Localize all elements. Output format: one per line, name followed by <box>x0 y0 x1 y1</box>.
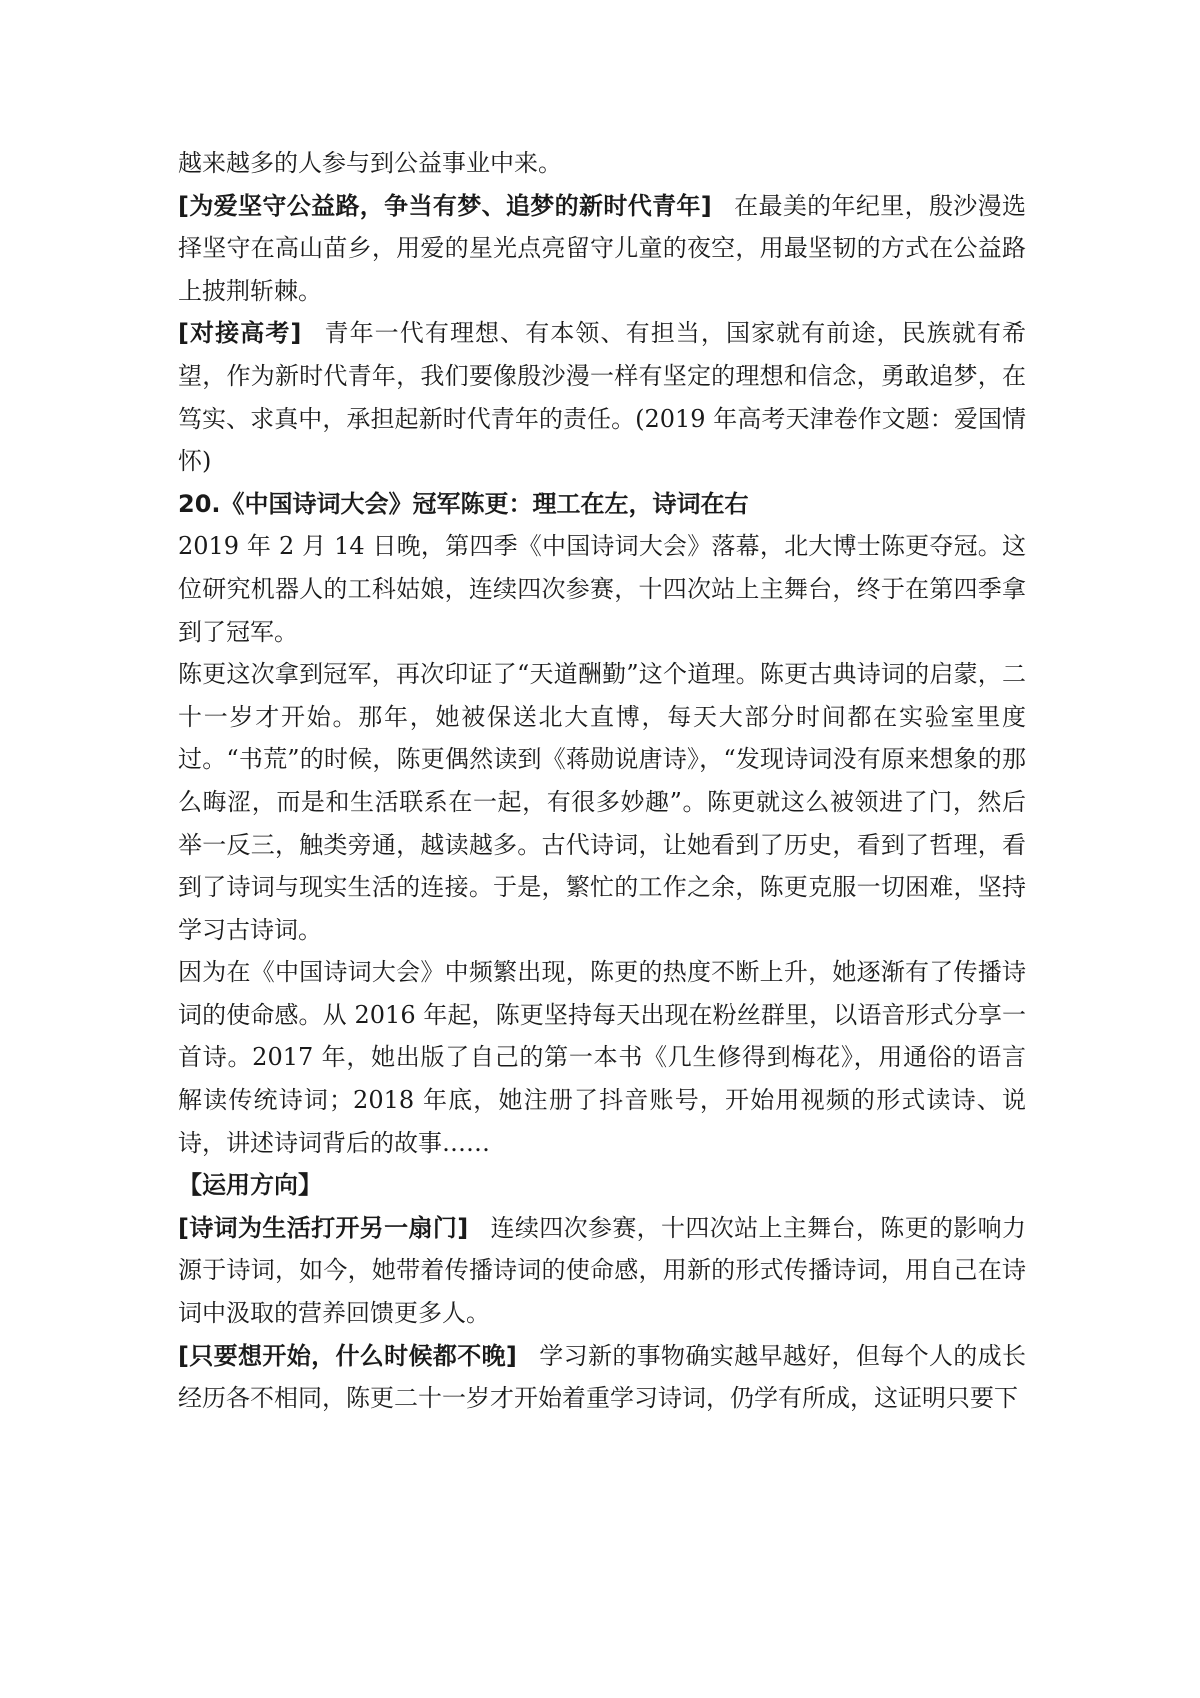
heading-text: 20.《中国诗词大会》冠军陈更：理工在左，诗词在右 <box>178 489 749 518</box>
paragraph-poetry-door <box>178 1207 1026 1335</box>
section-heading <box>178 483 1026 526</box>
usage-direction-heading <box>178 1164 1026 1207</box>
paragraph-chengeng-mission <box>178 951 1026 1164</box>
paragraph-chengeng-intro <box>178 525 1026 653</box>
paragraph-tag: [为爱坚守公益路，争当有梦、追梦的新时代青年] <box>178 191 712 220</box>
paragraph-continuation <box>178 142 1026 185</box>
paragraph-tag: [只要想开始，什么时候都不晚] <box>178 1341 517 1370</box>
paragraph-gaokao <box>178 312 1026 482</box>
paragraph-text: 在最美的年纪里，殷沙漫选择坚守在高山苗乡，用爱的星光点亮留守儿童的夜空，用最坚韧的方式在公益路上披荆斩棘。 <box>178 191 1027 305</box>
paragraph-tag: [对接高考] <box>178 319 302 348</box>
paragraph-text: 陈更这次拿到冠军，再次印证了“天道酬勤”这个道理。陈更古典诗词的启蒙，二十一岁才开始。那年，她被保送北大直博，每天大部分时间都在实验室里度过。“书荒”的时候，陈更偶然读到《蒋勋说唐诗》，“发现诗词没有原来想象的那么晦涩，而是和生活联系在一起，有很多妙趣”。陈更就这么被领进了门，然后举一反三，触类旁通，越读越多。古代诗词，让她看到了历史，看到了哲理，看到了诗词与现实生活的连接。于是，繁忙的工作之余，陈更克服一切困难，坚持学习古诗词。 <box>178 660 1026 944</box>
paragraph-chengeng-story <box>178 653 1026 951</box>
section-label: 【运用方向】 <box>178 1171 322 1200</box>
paragraph-never-late <box>178 1335 1026 1420</box>
paragraph-public-welfare <box>178 185 1026 313</box>
paragraph-text: 连续四次参赛，十四次站上主舞台，陈更的影响力源于诗词，如今，她带着传播诗词的使命感，用新的形式传播诗词，用自己在诗词中汲取的营养回馈更多人。 <box>178 1213 1027 1328</box>
paragraph-text: 因为在《中国诗词大会》中频繁出现，陈更的热度不断上升，她逐渐有了传播诗词的使命感。从 2016 年起，陈更坚持每天出现在粉丝群里，以语音形式分享一首诗。2017 年，她出版了自己的第一本书《几生修得到梅花》，用通俗的语言解读传统诗词；2018 年底，她注册了抖音账号，开始用视频的形式读诗、说诗，讲述诗词背后的故事…… <box>178 958 1026 1157</box>
document-page <box>178 142 1026 1420</box>
paragraph-text: 越来越多的人参与到公益事业中来。 <box>178 149 562 177</box>
paragraph-text: 2019 年 2 月 14 日晚，第四季《中国诗词大会》落幕，北大博士陈更夺冠。这位研究机器人的工科姑娘，连续四次参赛，十四次站上主舞台，终于在第四季拿到了冠军。 <box>178 532 1026 646</box>
paragraph-tag: [诗词为生活打开另一扇门] <box>178 1213 469 1242</box>
paragraph-text: 青年一代有理想、有本领、有担当，国家就有前途，民族就有希望，作为新时代青年，我们要像殷沙漫一样有坚定的理想和信念，勇敢追梦，在笃实、求真中，承担起新时代青年的责任。(2019 年高考天津卷作文题：爱国情怀) <box>178 319 1027 476</box>
paragraph-text: 学习新的事物确实越早越好，但每个人的成长经历各不相同，陈更二十一岁才开始着重学习诗词，仍学有所成，这证明只要下 <box>178 1341 1027 1413</box>
